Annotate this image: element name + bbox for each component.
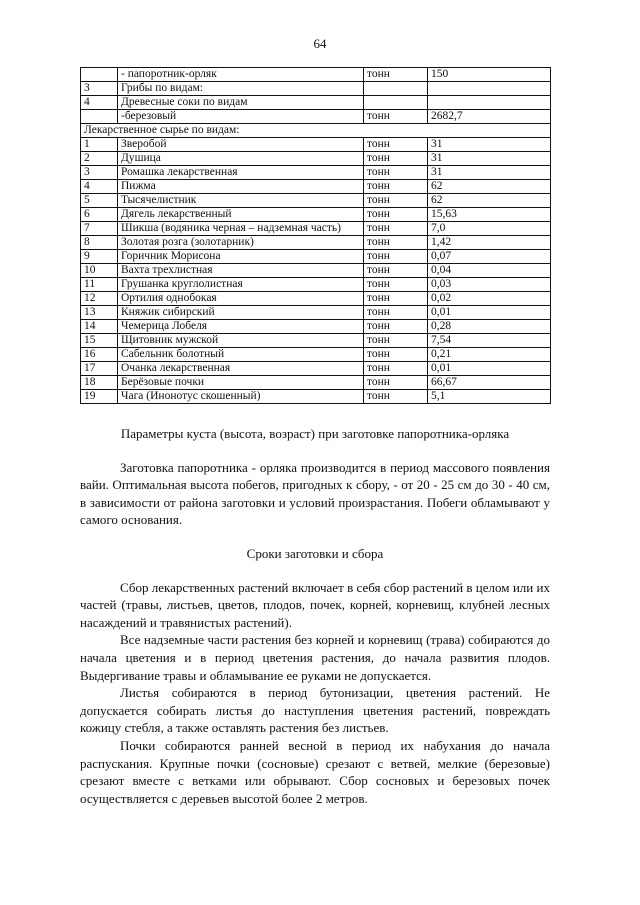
value-cell: 31 xyxy=(428,166,551,180)
body-paragraph: Почки собираются ранней весной в период их набухания до начала распускания. Крупные почки (сосновые) срезают с ветвей, мелкие (березовые) срезают вместе с ветками или обрывают. Сбор сосновых и березовых почек осуществляется с деревьев высотой более 2 метров. xyxy=(80,737,550,806)
table-row xyxy=(81,320,551,334)
unit-cell: тонн xyxy=(364,208,428,222)
value-cell: 62 xyxy=(428,194,551,208)
table-row xyxy=(81,82,551,96)
unit-cell: тонн xyxy=(364,180,428,194)
row-number-cell: 19 xyxy=(81,390,118,404)
table-row xyxy=(81,376,551,390)
value-cell: 0,02 xyxy=(428,292,551,306)
item-name-cell: Горичник Морисона xyxy=(118,250,364,264)
table-row xyxy=(81,208,551,222)
unit-cell: тонн xyxy=(364,362,428,376)
value-cell: 150 xyxy=(428,68,551,82)
unit-cell: тонн xyxy=(364,376,428,390)
item-name-cell: Ортилия однобокая xyxy=(118,292,364,306)
table-row xyxy=(81,138,551,152)
table-row xyxy=(81,222,551,236)
item-name-cell: Древесные соки по видам xyxy=(118,96,364,110)
value-cell: 31 xyxy=(428,138,551,152)
row-number-cell: 4 xyxy=(81,96,118,110)
value-cell: 0,03 xyxy=(428,278,551,292)
item-name-cell: Очанка лекарственная xyxy=(118,362,364,376)
item-name-cell: Зверобой xyxy=(118,138,364,152)
unit-cell xyxy=(364,82,428,96)
table-row xyxy=(81,348,551,362)
item-name-cell: Душица xyxy=(118,152,364,166)
unit-cell: тонн xyxy=(364,236,428,250)
table-section-header: Лекарственное сырье по видам: xyxy=(81,124,551,138)
table-body xyxy=(81,68,551,404)
row-number-cell: 18 xyxy=(81,376,118,390)
item-name-cell: Вахта трехлистная xyxy=(118,264,364,278)
unit-cell: тонн xyxy=(364,320,428,334)
item-name-cell: Берёзовые почки xyxy=(118,376,364,390)
unit-cell: тонн xyxy=(364,292,428,306)
row-number-cell: 6 xyxy=(81,208,118,222)
value-cell: 0,01 xyxy=(428,362,551,376)
row-number-cell: 13 xyxy=(81,306,118,320)
unit-cell: тонн xyxy=(364,264,428,278)
row-number-cell: 10 xyxy=(81,264,118,278)
item-name-cell: Грибы по видам: xyxy=(118,82,364,96)
value-cell xyxy=(428,82,551,96)
item-name-cell: Чага (Инонотус скошенный) xyxy=(118,390,364,404)
table-row xyxy=(81,124,551,138)
harvest-table xyxy=(80,67,551,404)
unit-cell: тонн xyxy=(364,194,428,208)
unit-cell: тонн xyxy=(364,110,428,124)
item-name-cell: Пижма xyxy=(118,180,364,194)
row-number-cell: 11 xyxy=(81,278,118,292)
body-paragraph: Все надземные части растения без корней и корневищ (трава) собираются до начала цветения и в период цветения растения, до начала развития плодов. Выдергивание травы и обламывание ее руками не допускается. xyxy=(80,632,550,683)
value-cell: 1,42 xyxy=(428,236,551,250)
table-row xyxy=(81,152,551,166)
table-row xyxy=(81,68,551,82)
text-content xyxy=(80,425,550,807)
table-row xyxy=(81,334,551,348)
row-number-cell: 15 xyxy=(81,334,118,348)
value-cell: 7,0 xyxy=(428,222,551,236)
value-cell: 0,21 xyxy=(428,348,551,362)
item-name-cell: Щитовник мужской xyxy=(118,334,364,348)
value-cell: 0,28 xyxy=(428,320,551,334)
item-name-cell: - папоротник-орляк xyxy=(118,68,364,82)
row-number-cell: 8 xyxy=(81,236,118,250)
unit-cell: тонн xyxy=(364,222,428,236)
row-number-cell: 4 xyxy=(81,180,118,194)
value-cell: 31 xyxy=(428,152,551,166)
table-row xyxy=(81,236,551,250)
table-row xyxy=(81,110,551,124)
item-name-cell: Сабельник болотный xyxy=(118,348,364,362)
row-number-cell: 3 xyxy=(81,82,118,96)
row-number-cell: 16 xyxy=(81,348,118,362)
item-name-cell: Шикша (водяника черная – надземная часть) xyxy=(118,222,364,236)
body-paragraph: Сбор лекарственных растений включает в себя сбор растений в целом или их частей (травы, листьев, цветов, плодов, почек, корней, корневищ, клубней лесных насаждений и травянистых растений). xyxy=(80,579,550,630)
value-cell: 7,54 xyxy=(428,334,551,348)
table-row xyxy=(81,292,551,306)
unit-cell: тонн xyxy=(364,390,428,404)
value-cell xyxy=(428,96,551,110)
value-cell: 5,1 xyxy=(428,390,551,404)
unit-cell: тонн xyxy=(364,334,428,348)
row-number-cell xyxy=(81,110,118,124)
body-paragraph: Листья собираются в период бутонизации, цветения растений. Не допускается собирать листья до наступления цветения растений, повреждать кожицу стебля, а также оставлять растения без листьев. xyxy=(80,685,550,736)
row-number-cell: 17 xyxy=(81,362,118,376)
item-name-cell: Грушанка круглолистная xyxy=(118,278,364,292)
row-number-cell: 9 xyxy=(81,250,118,264)
section-heading: Параметры куста (высота, возраст) при заготовке папоротника-орляка xyxy=(120,426,510,441)
row-number-cell xyxy=(81,68,118,82)
item-name-cell: Дягель лекарственный xyxy=(118,208,364,222)
row-number-cell: 1 xyxy=(81,138,118,152)
row-number-cell: 3 xyxy=(81,166,118,180)
item-name-cell: Княжик сибирский xyxy=(118,306,364,320)
value-cell: 0,07 xyxy=(428,250,551,264)
page-number: 64 xyxy=(313,36,327,51)
unit-cell: тонн xyxy=(364,68,428,82)
table-row xyxy=(81,96,551,110)
value-cell: 2682,7 xyxy=(428,110,551,124)
unit-cell: тонн xyxy=(364,138,428,152)
unit-cell xyxy=(364,96,428,110)
value-cell: 0,04 xyxy=(428,264,551,278)
table-row xyxy=(81,264,551,278)
row-number-cell: 12 xyxy=(81,292,118,306)
row-number-cell: 7 xyxy=(81,222,118,236)
row-number-cell: 5 xyxy=(81,194,118,208)
item-name-cell: -березовый xyxy=(118,110,364,124)
unit-cell: тонн xyxy=(364,348,428,362)
table-row xyxy=(81,306,551,320)
row-number-cell: 14 xyxy=(81,320,118,334)
section-heading: Сроки заготовки и сбора xyxy=(246,545,384,561)
body-paragraph: Заготовка папоротника - орляка производится в период массового появления вайи. Оптимальная высота побегов, пригодных к сбору, - от 20 - 25 см до 30 - 40 см, в зависимости от района заготовки и условий произрастания. Побеги обламывают у самого основания. xyxy=(80,459,550,528)
unit-cell: тонн xyxy=(364,278,428,292)
row-number-cell: 2 xyxy=(81,152,118,166)
value-cell: 62 xyxy=(428,180,551,194)
table-row xyxy=(81,250,551,264)
item-name-cell: Тысячелистник xyxy=(118,194,364,208)
unit-cell: тонн xyxy=(364,166,428,180)
unit-cell: тонн xyxy=(364,306,428,320)
table-row xyxy=(81,278,551,292)
value-cell: 15,63 xyxy=(428,208,551,222)
item-name-cell: Ромашка лекарственная xyxy=(118,166,364,180)
unit-cell: тонн xyxy=(364,152,428,166)
table-row xyxy=(81,166,551,180)
table-row xyxy=(81,194,551,208)
value-cell: 0,01 xyxy=(428,306,551,320)
item-name-cell: Золотая розга (золотарник) xyxy=(118,236,364,250)
unit-cell: тонн xyxy=(364,250,428,264)
table-row xyxy=(81,390,551,404)
table-row xyxy=(81,362,551,376)
value-cell: 66,67 xyxy=(428,376,551,390)
table-row xyxy=(81,180,551,194)
item-name-cell: Чемерица Лобеля xyxy=(118,320,364,334)
